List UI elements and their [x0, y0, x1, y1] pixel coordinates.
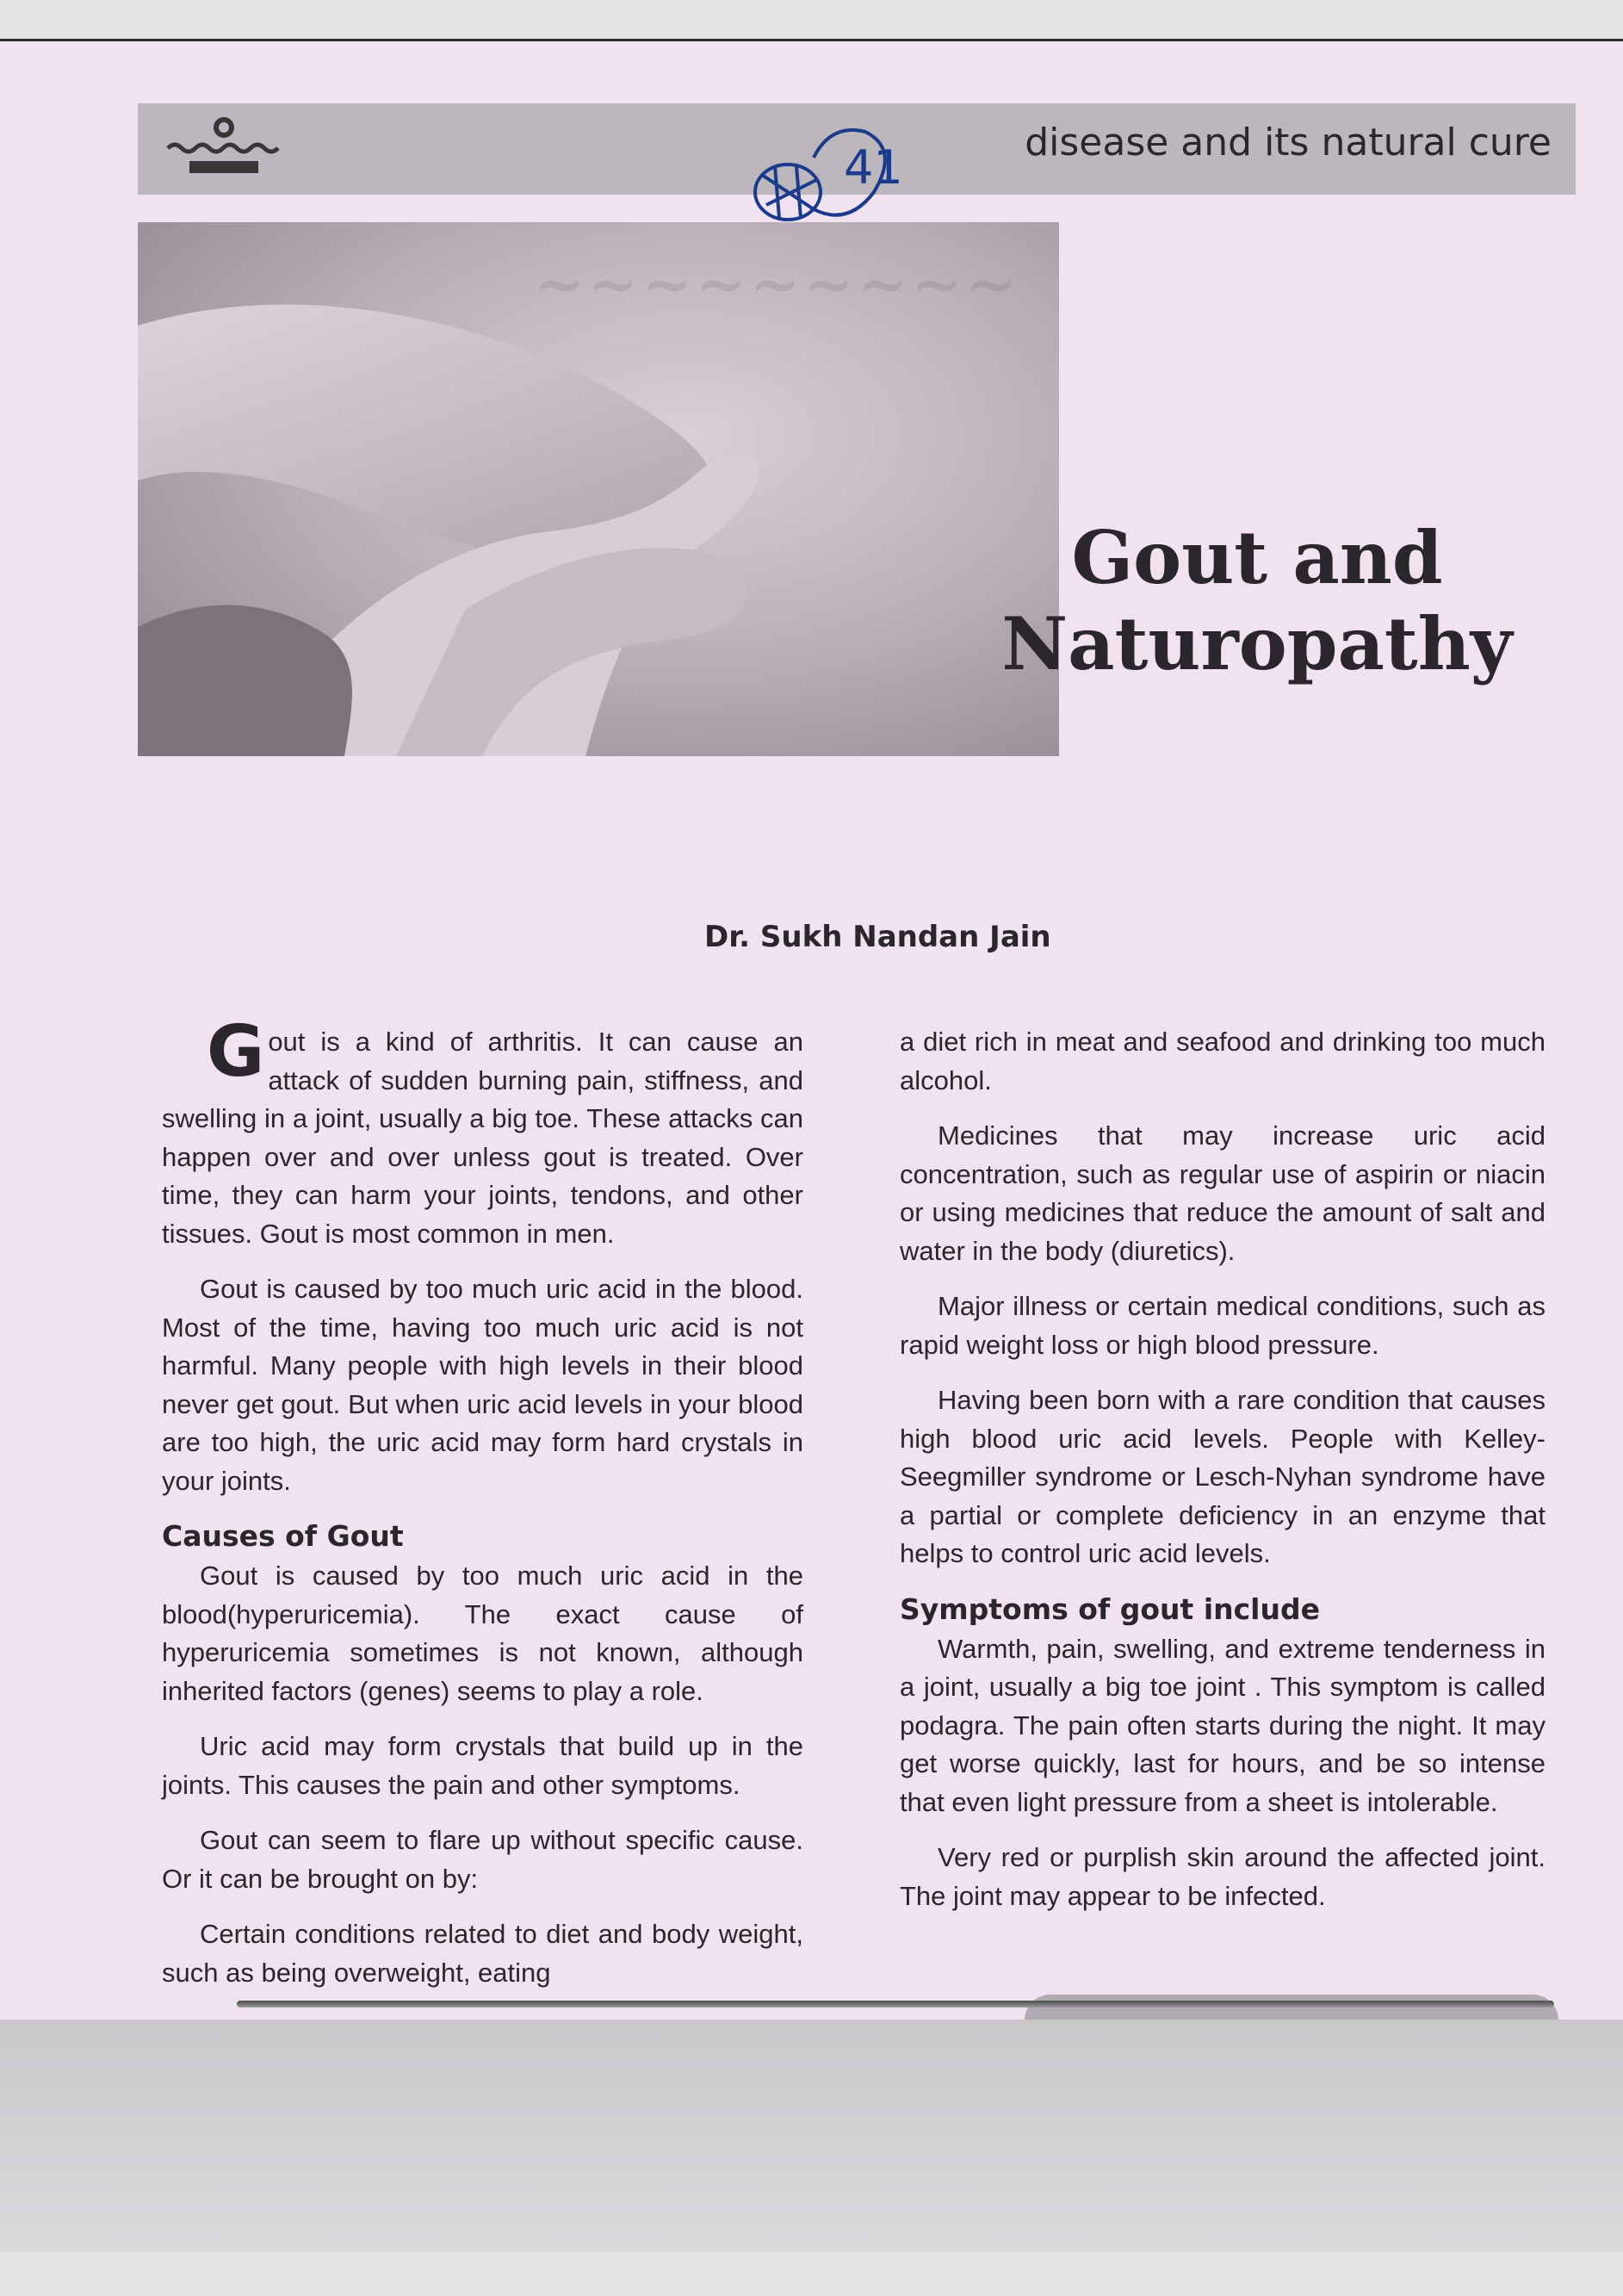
- handwritten-number: 41: [844, 140, 903, 195]
- paragraph: Gout can seem to flare up without specific cause. Or it can be brought on by:: [162, 1825, 803, 1894]
- article-title: [990, 515, 1524, 687]
- sun-over-waves-icon: [164, 114, 284, 183]
- paragraph: Very red or purplish skin around the affected joint. The joint may appear to be infected.: [900, 1842, 1546, 1911]
- footer-rule: [237, 2001, 1554, 2007]
- dropcap: G: [207, 1011, 265, 1093]
- intro-text: out is a kind of arthritis. It can cause an attack of sudden burning pain, stiffness, and swelling in a joint, usually a big toe. These attacks can happen over and over unless gout is treated. Over time, they can harm your joints, tendons, and other tissues. Gout is most common in men.: [162, 1027, 803, 1249]
- right-column: [900, 1023, 1546, 1933]
- section-label: disease and its natural cure: [1025, 121, 1552, 164]
- paragraph: a diet rich in meat and seafood and drinking too much alcohol.: [900, 1027, 1546, 1095]
- causes-heading: Causes of Gout: [162, 1519, 404, 1553]
- paragraph: Gout is caused by too much uric acid in the blood. Most of the time, having too much uric acid is not harmful. Many people with high levels in their blood never get gout. But when uric acid levels in your blood are too high, the uric acid may form hard crystals in your joints.: [162, 1274, 803, 1496]
- paragraph: Certain conditions related to diet and body weight, such as being overweight, eating: [162, 1919, 803, 1988]
- faded-background-print: ~~~~~~~~~: [534, 248, 1019, 320]
- left-column: [162, 1011, 803, 2009]
- magazine-page: [0, 39, 1623, 2022]
- title-line-1: Gout and: [1071, 515, 1443, 600]
- intro-paragraph: [162, 1011, 803, 1253]
- paragraph: Warmth, pain, swelling, and extreme tenderness in a joint, usually a big toe joint . This symptom is called podagra. The pain often starts during the night. It may get worse quickly, last for hours, and be so intense that even light pressure from a sheet is intolerable.: [900, 1633, 1546, 1817]
- paragraph: Gout is caused by too much uric acid in the blood(hyperuricemia). The exact cause of hyperuricemia sometimes is not known, although inherited factors (genes) seems to play a role.: [162, 1561, 803, 1706]
- paragraph: Medicines that may increase uric acid concentration, such as regular use of aspirin or niacin or using medicines that reduce the amount of salt and water in the body (diuretics).: [900, 1120, 1546, 1266]
- paragraph: Uric acid may form crystals that build up in the joints. This causes the pain and other symptoms.: [162, 1731, 803, 1800]
- author-byline: Dr. Sukh Nandan Jain: [704, 920, 1051, 954]
- symptoms-heading: Symptoms of gout include: [900, 1592, 1320, 1626]
- paragraph: Major illness or certain medical conditions, such as rapid weight loss or high blood pressure.: [900, 1291, 1546, 1360]
- scan-shadow: [0, 2020, 1623, 2252]
- title-line-2: Naturopathy: [1001, 601, 1513, 686]
- paragraph: Having been born with a rare condition that causes high blood uric acid levels. People with Kelley-Seegmiller syndrome or Lesch-Nyhan syndrome have a partial or complete deficiency in an enzyme that helps to control uric acid levels.: [900, 1385, 1546, 1568]
